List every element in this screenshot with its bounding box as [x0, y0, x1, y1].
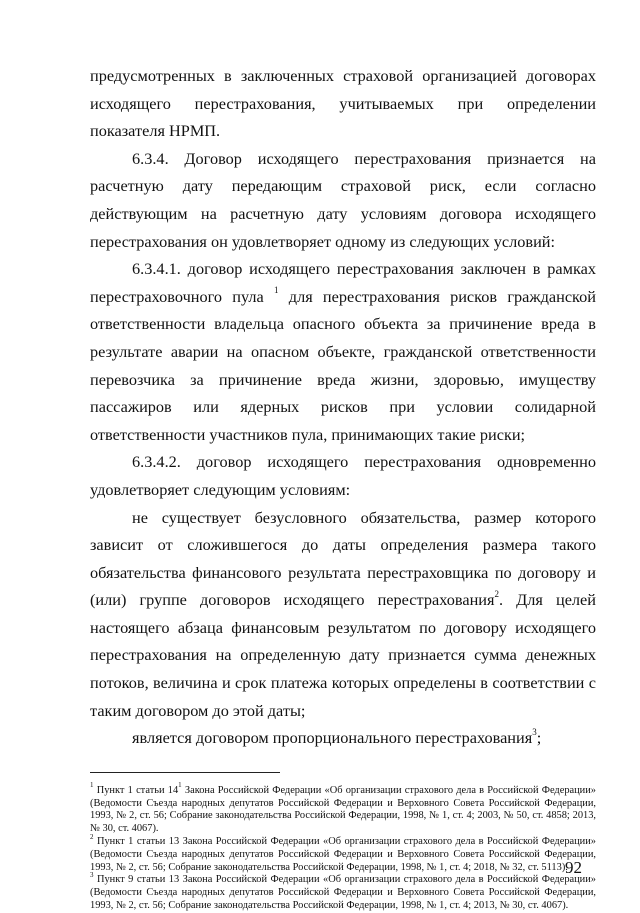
body-text	[90, 62, 596, 752]
footnote-ref-3: 3	[532, 726, 537, 737]
paragraph-condition-2: является договором пропорционального перестрахования$^3$;	[132, 726, 542, 748]
footnote-ref-2: 2	[494, 588, 499, 599]
footnote-2: $^2$ Пункт 1 статьи 13 Закона Российской Федерации «Об организации страхового дела в Российской Федерации» (Ведомости Съезда народных депутатов Российской Федерации и Верховного Совета Российской Федерации, 1993, № 2, ст. 56; Собрание законодательства Российской Федерации, 1998, № 1, ст. 4; 2018, № 32, ст. 5113).	[90, 832, 596, 873]
footnote-1: $^1$ Пункт 1 статьи $14^1$ Закона Российской Федерации «Об организации страхового дела в Российской Федерации» (Ведомости Съезда народных депутатов Российской Федерации и Верховного Совета Российской Федерации, 1993, № 2, ст. 56; Собрание законодательства Российской Федерации, 1998, № 1, ст. 4; 2003, № 50, ст. 4858; 2013, № 30, ст. 4067).	[90, 781, 596, 835]
footnote-separator	[90, 772, 280, 773]
paragraph-condition-1: не существует безусловного обязательства, размер которого зависит от сложившегося до даты определения размера такого обязательства финансового результата перестраховщика по договору и (или) группе договоров исходящего перестрахования$^2$. Для целей настоящего абзаца финансовым результатом по договору исходящего перестрахования на определенную дату признается сумма денежных потоков, величина и срок платежа которых определены в соответствии с таким договором до этой даты;	[90, 507, 597, 720]
page-number: 92	[565, 858, 582, 877]
paragraph-6-3-4-2: 6.3.4.2. договор исходящего перестрахования одновременно удовлетворяет следующим условиям:	[90, 452, 596, 499]
paragraph-continuation: предусмотренных в заключенных страховой организацией договорах исходящего перестрахования, учитываемых при определении показателя НРМП.	[90, 66, 596, 141]
footnotes	[90, 781, 596, 913]
footnote-ref-1: 1	[274, 285, 279, 296]
paragraph-6-3-4: 6.3.4. Договор исходящего перестрахования признается на расчетную дату передающим страховой риск, если согласно действующим на расчетную дату условиям договора исходящего перестрахования он удовлетворяет одному из следующих условий:	[90, 148, 596, 251]
paragraph-6-3-4-1: 6.3.4.1. договор исходящего перестрахования заключен в рамках перестраховочного пула $^1$ для перестрахования рисков гражданской ответственности владельца опасного объекта за причинение вреда в результате аварии на опасном объекте, гражданской ответственности перевозчика за причинение вреда жизни, здоровью, имуществу пассажиров или ядерных рисков при условии солидарной ответственности участников пула, принимающих такие риски;	[90, 259, 596, 444]
footnote-3: $^3$ Пункт 9 статьи 13 Закона Российской Федерации «Об организации страхового дела в Российской Федерации» (Ведомости Съезда народных депутатов Российской Федерации и Верховного Совета Российской Федерации, 1993, № 2, ст. 56; Собрание законодательства Российской Федерации, 1998, № 1, ст. 4; 2013, № 30, ст. 4067).	[90, 870, 596, 912]
